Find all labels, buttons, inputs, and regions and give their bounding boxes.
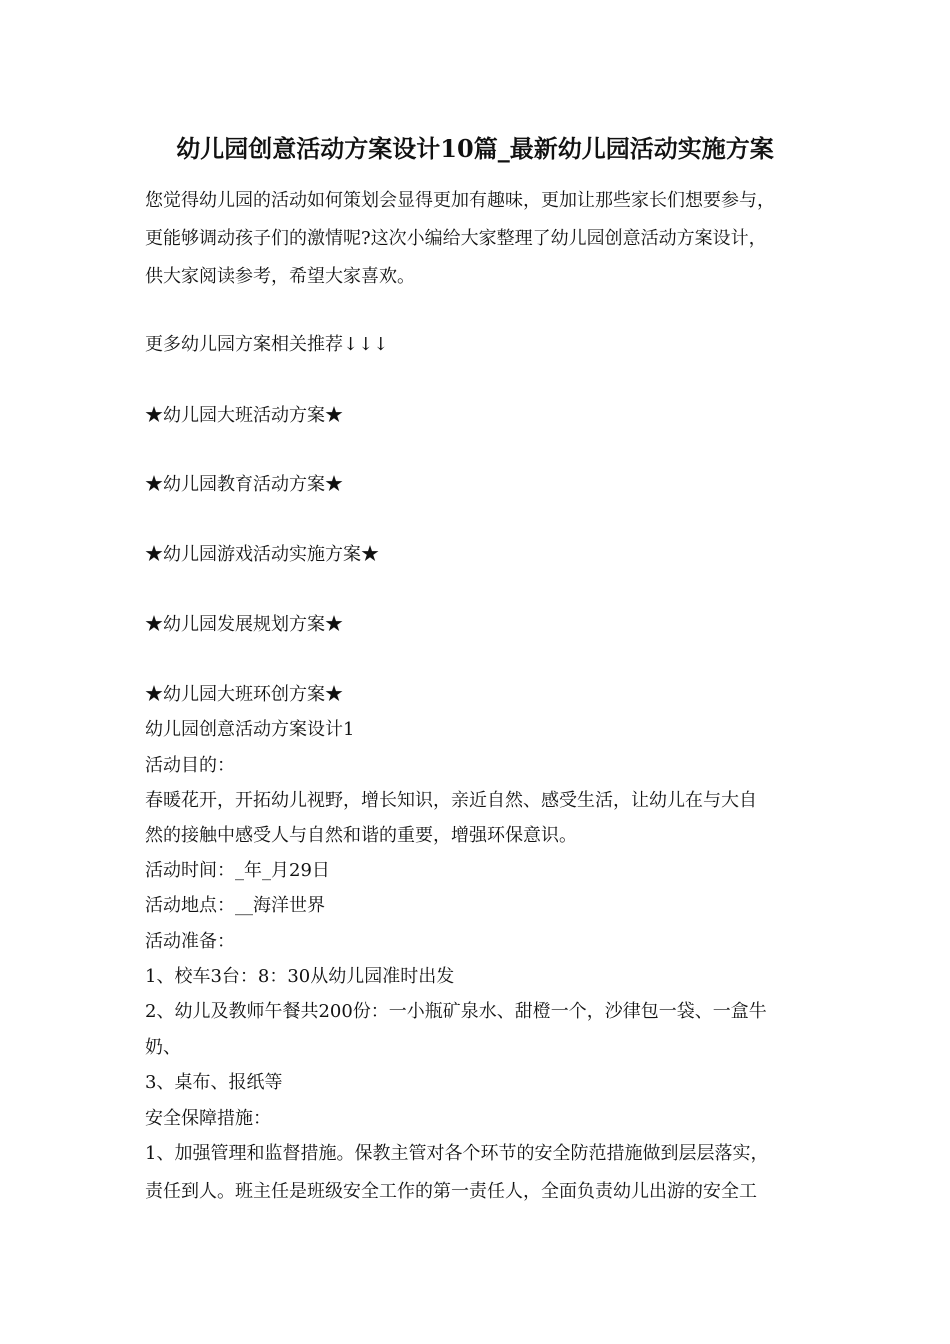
activity-place: 活动地点：__海洋世界 bbox=[145, 895, 325, 916]
prep-label: 活动准备： bbox=[145, 931, 235, 952]
document-title: 幼儿园创意活动方案设计10篇_最新幼儿园活动实施方案 bbox=[176, 134, 774, 163]
intro-line-3: 供大家阅读参考，希望大家喜欢。 bbox=[145, 266, 415, 287]
safety-label: 安全保障措施： bbox=[145, 1108, 271, 1129]
recommend-link-2[interactable]: ★幼儿园教育活动方案★ bbox=[145, 474, 343, 495]
safety-line-2: 责任到人。班主任是班级安全工作的第一责任人，全面负责幼儿出游的安全工 bbox=[145, 1181, 757, 1202]
safety-line-1: 1、加强管理和监督措施。保教主管对各个环节的安全防范措施做到层层落实， bbox=[145, 1143, 769, 1164]
prep-item-1: 1、校车3台：8：30从幼儿园准时出发 bbox=[145, 966, 455, 987]
prep-item-2-cont: 奶、 bbox=[145, 1037, 181, 1058]
goal-line-1: 春暖花开，开拓幼儿视野，增长知识，亲近自然、感受生活，让幼儿在与大自 bbox=[145, 790, 757, 811]
goal-label: 活动目的： bbox=[145, 755, 235, 776]
recommend-link-1[interactable]: ★幼儿园大班活动方案★ bbox=[145, 405, 343, 426]
goal-line-2: 然的接触中感受人与自然和谐的重要，增强环保意识。 bbox=[145, 825, 577, 846]
activity-time: 活动时间：_年_月29日 bbox=[145, 860, 330, 881]
section-heading: 幼儿园创意活动方案设计1 bbox=[145, 719, 355, 740]
recommend-link-4[interactable]: ★幼儿园发展规划方案★ bbox=[145, 614, 343, 635]
prep-item-3: 3、桌布、报纸等 bbox=[145, 1072, 283, 1093]
recommend-link-3[interactable]: ★幼儿园游戏活动实施方案★ bbox=[145, 544, 379, 565]
intro-line-1: 您觉得幼儿园的活动如何策划会显得更加有趣味，更加让那些家长们想要参与， bbox=[145, 190, 775, 211]
intro-line-2: 更能够调动孩子们的激情呢?这次小编给大家整理了幼儿园创意活动方案设计， bbox=[145, 228, 767, 249]
recommend-heading: 更多幼儿园方案相关推荐↓↓↓ bbox=[145, 334, 389, 355]
recommend-link-5[interactable]: ★幼儿园大班环创方案★ bbox=[145, 684, 343, 705]
prep-item-2: 2、幼儿及教师午餐共200份：一小瓶矿泉水、甜橙一个，沙律包一袋、一盒牛 bbox=[145, 1001, 767, 1022]
